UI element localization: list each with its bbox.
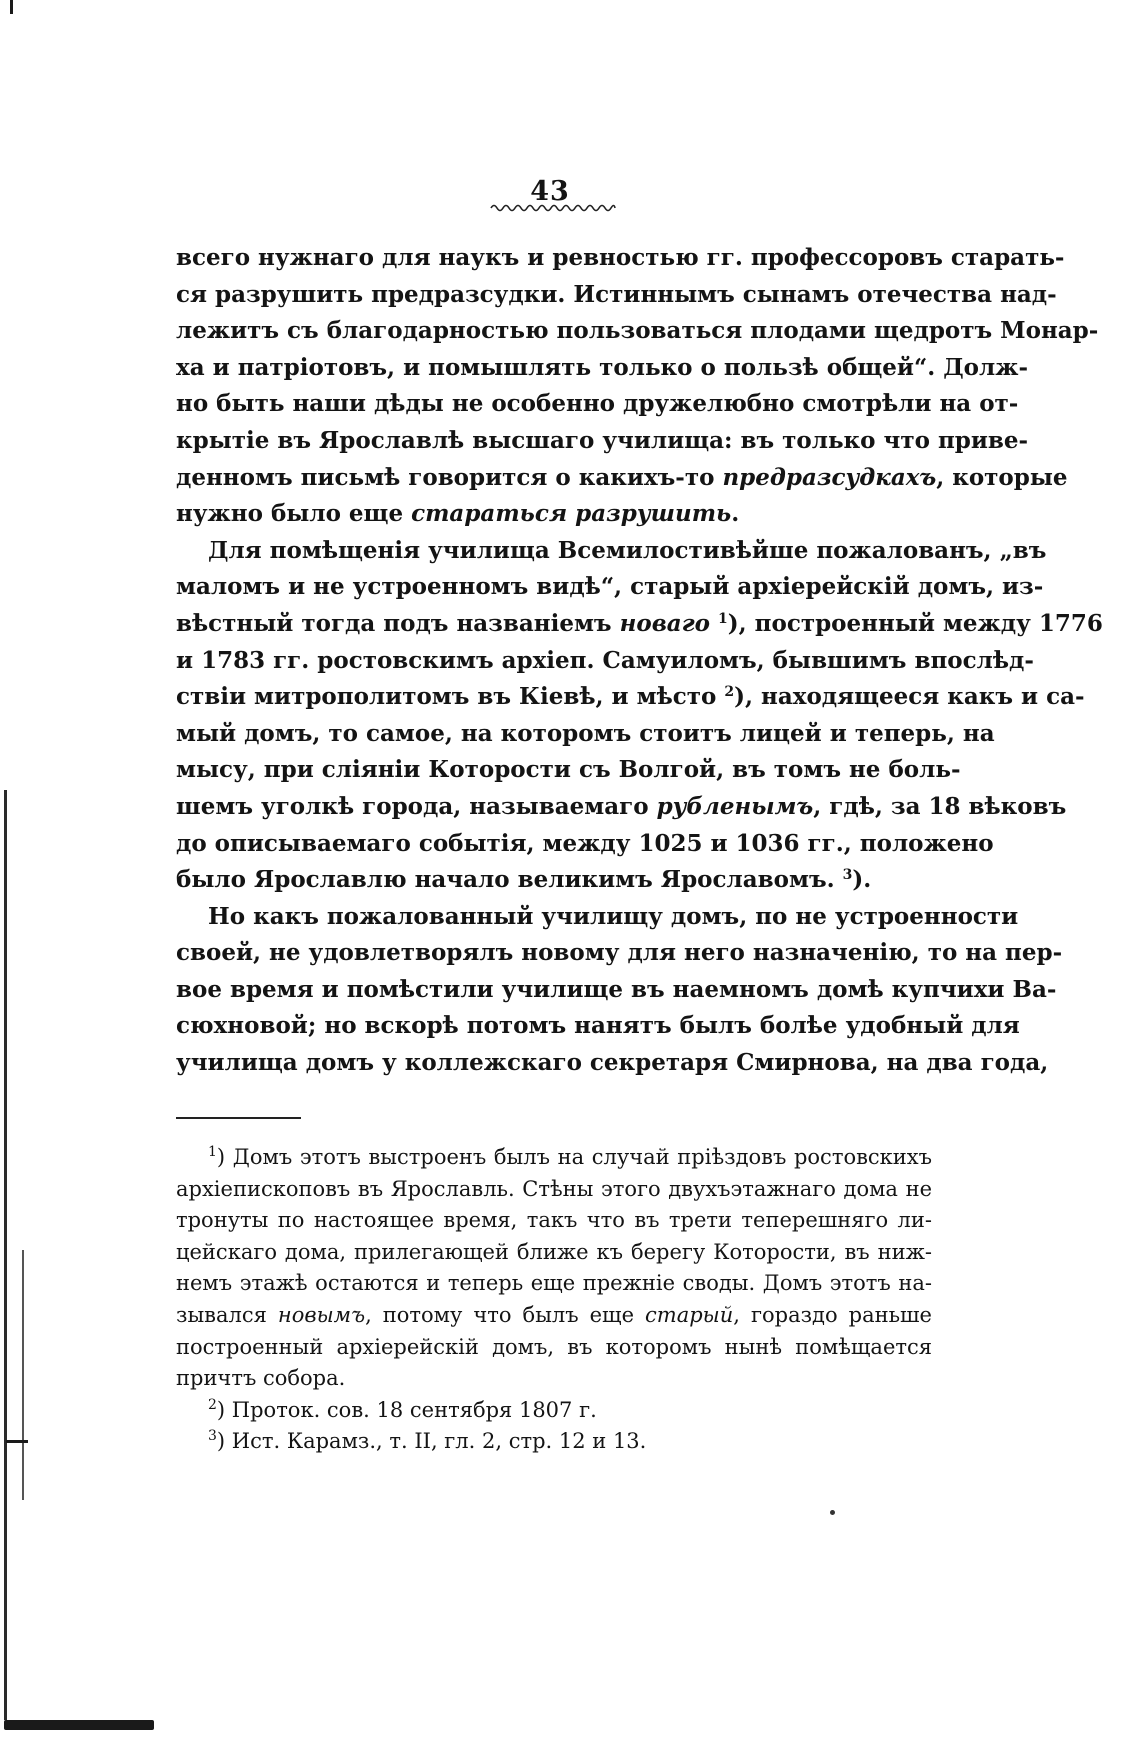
text-line: Для помѣщенія училища Всемилостивѣйше пожалованъ, „въ bbox=[208, 536, 1047, 564]
text-run: ) Проток. сов. 18 сентября 1807 г. bbox=[216, 1397, 597, 1422]
text-line: маломъ и не устроенномъ видѣ“, старый архіерейскій домъ, из- bbox=[176, 573, 1044, 601]
scan-edge-tick bbox=[6, 1440, 28, 1443]
italic-term: старый bbox=[645, 1302, 734, 1327]
text-run: , которые bbox=[936, 463, 1068, 491]
paragraph-2 bbox=[176, 533, 1103, 899]
footnote-ref: 3 bbox=[842, 867, 853, 884]
paragraph-1 bbox=[176, 240, 1099, 533]
text-run: ), построенный между 1776 bbox=[727, 609, 1103, 637]
text-run: ). bbox=[852, 866, 872, 894]
text-line bbox=[176, 789, 1067, 826]
text-run: зывался bbox=[176, 1302, 278, 1327]
text-line: цейскаго дома, прилегающей ближе къ берегу Которости, въ ниж- bbox=[176, 1239, 932, 1264]
text-run: денномъ письмѣ говорится о какихъ-то bbox=[176, 463, 723, 491]
text-line bbox=[176, 862, 932, 899]
text-line: до описываемаго событія, между 1025 и 1036 гг., положено bbox=[176, 829, 994, 857]
main-text bbox=[176, 240, 1103, 1082]
text-line: но быть наши дѣды не особенно дружелюбно смотрѣли на от- bbox=[176, 390, 1019, 418]
footnote-ref: 1 bbox=[718, 610, 728, 627]
text-line bbox=[176, 1300, 932, 1332]
text-line: сюхновой; но вскорѣ потомъ нанятъ былъ болѣе удобный для bbox=[176, 1012, 1020, 1040]
scan-edge-mark-top bbox=[10, 0, 13, 14]
text-run: ) Домъ этотъ выстроенъ былъ на случай пріѣздовъ ростовскихъ bbox=[216, 1145, 932, 1169]
text-run: , гдѣ, за 18 вѣковъ bbox=[813, 792, 1067, 820]
text-run: , потому что былъ еще bbox=[365, 1302, 646, 1327]
text-line: всего нужнаго для наукъ и ревностью гг. профессоровъ старать- bbox=[176, 244, 1065, 271]
text-run: . bbox=[731, 500, 740, 528]
italic-term: стараться разрушить bbox=[411, 500, 732, 528]
footnote-marker: 3 bbox=[208, 1428, 217, 1445]
text-line: мысу, при сліяніи Которости съ Волгой, въ томъ не боль- bbox=[176, 756, 961, 784]
page-number-underline-ornament bbox=[491, 202, 615, 214]
text-line: вое время и помѣстили училище въ наемномъ домѣ купчихи Ва- bbox=[176, 975, 1057, 1003]
text-line: немъ этажѣ остаются и теперь еще прежніе своды. Домъ этотъ на- bbox=[176, 1271, 932, 1296]
footnote-1 bbox=[176, 1142, 932, 1395]
text-run: ), находящееся какъ и са- bbox=[734, 683, 1085, 711]
text-line: построенный архіерейскій домъ, въ которомъ нынѣ помѣщается bbox=[176, 1334, 932, 1359]
scan-edge-line bbox=[4, 790, 7, 1720]
text-run: нужно было еще bbox=[176, 500, 412, 528]
text-run: ) Ист. Карамз., т. II, гл. 2, стр. 12 и 13. bbox=[216, 1429, 647, 1454]
text-line bbox=[176, 606, 1103, 643]
paragraph-3 bbox=[176, 899, 1063, 1082]
text-run: ствіи митрополитомъ въ Кіевѣ, и мѣсто bbox=[176, 683, 725, 711]
scan-edge-line-inner bbox=[22, 1250, 24, 1500]
text-line bbox=[176, 1426, 932, 1458]
footnote-2 bbox=[176, 1395, 932, 1427]
italic-term: новымъ bbox=[277, 1302, 366, 1327]
text-line bbox=[176, 460, 1068, 497]
italic-term: новаго bbox=[619, 609, 710, 637]
text-run: шемъ уголкѣ города, называемаго bbox=[176, 792, 657, 820]
scan-edge-bottom bbox=[4, 1720, 154, 1730]
text-line bbox=[176, 679, 1085, 716]
text-line: архіепископовъ въ Ярославль. Стѣны этого двухъэтажнаго дома не bbox=[176, 1176, 932, 1201]
footnotes bbox=[176, 1142, 932, 1458]
text-line bbox=[176, 496, 932, 533]
text-line: ха и патріотовъ, и помышлять только о пользѣ общей“. Долж- bbox=[176, 353, 1029, 381]
footnote-3 bbox=[176, 1426, 932, 1458]
text-run: было Ярославлю начало великимъ Ярославомъ. bbox=[176, 866, 843, 894]
text-line bbox=[176, 1395, 932, 1427]
italic-term: предразсудкахъ bbox=[722, 463, 937, 491]
text-run: вѣстный тогда подъ названіемъ bbox=[176, 609, 620, 637]
footnote-ref: 2 bbox=[724, 684, 735, 701]
text-line: ся разрушить предразсудки. Истиннымъ сынамъ отечества над- bbox=[176, 280, 1057, 308]
text-line: крытіе въ Ярославлѣ высшаго училища: въ только что приве- bbox=[176, 426, 1029, 454]
text-run: , гораздо раньше bbox=[733, 1302, 932, 1327]
italic-term: рубленымъ bbox=[656, 792, 814, 820]
text-line: Но какъ пожалованный училищу домъ, по не устроенности bbox=[208, 902, 1019, 930]
text-line: и 1783 гг. ростовскимъ архіеп. Самуиломъ, бывшимъ впослѣд- bbox=[176, 646, 1034, 674]
page-number: 43 bbox=[530, 176, 570, 207]
text-line: мый домъ, то самое, на которомъ стоитъ лицей и теперь, на bbox=[176, 719, 995, 747]
text-line: своей, не удовлетворялъ новому для него назначенію, то на пер- bbox=[176, 939, 1063, 967]
text-line: тронуты по настоящее время, такъ что въ трети теперешняго ли- bbox=[176, 1208, 932, 1233]
text-line: училища домъ у коллежскаго секретаря Смирнова, на два года, bbox=[176, 1049, 1049, 1077]
footnote-separator bbox=[176, 1117, 301, 1119]
footnote-marker: 2 bbox=[208, 1396, 217, 1413]
footnote-marker: 1 bbox=[208, 1144, 217, 1160]
scan-speck bbox=[830, 1510, 835, 1515]
text-line: причтъ собора. bbox=[176, 1366, 346, 1391]
text-line: лежитъ съ благодарностью пользоваться плодами щедротъ Монар- bbox=[176, 317, 1099, 345]
text-line bbox=[176, 1142, 932, 1174]
